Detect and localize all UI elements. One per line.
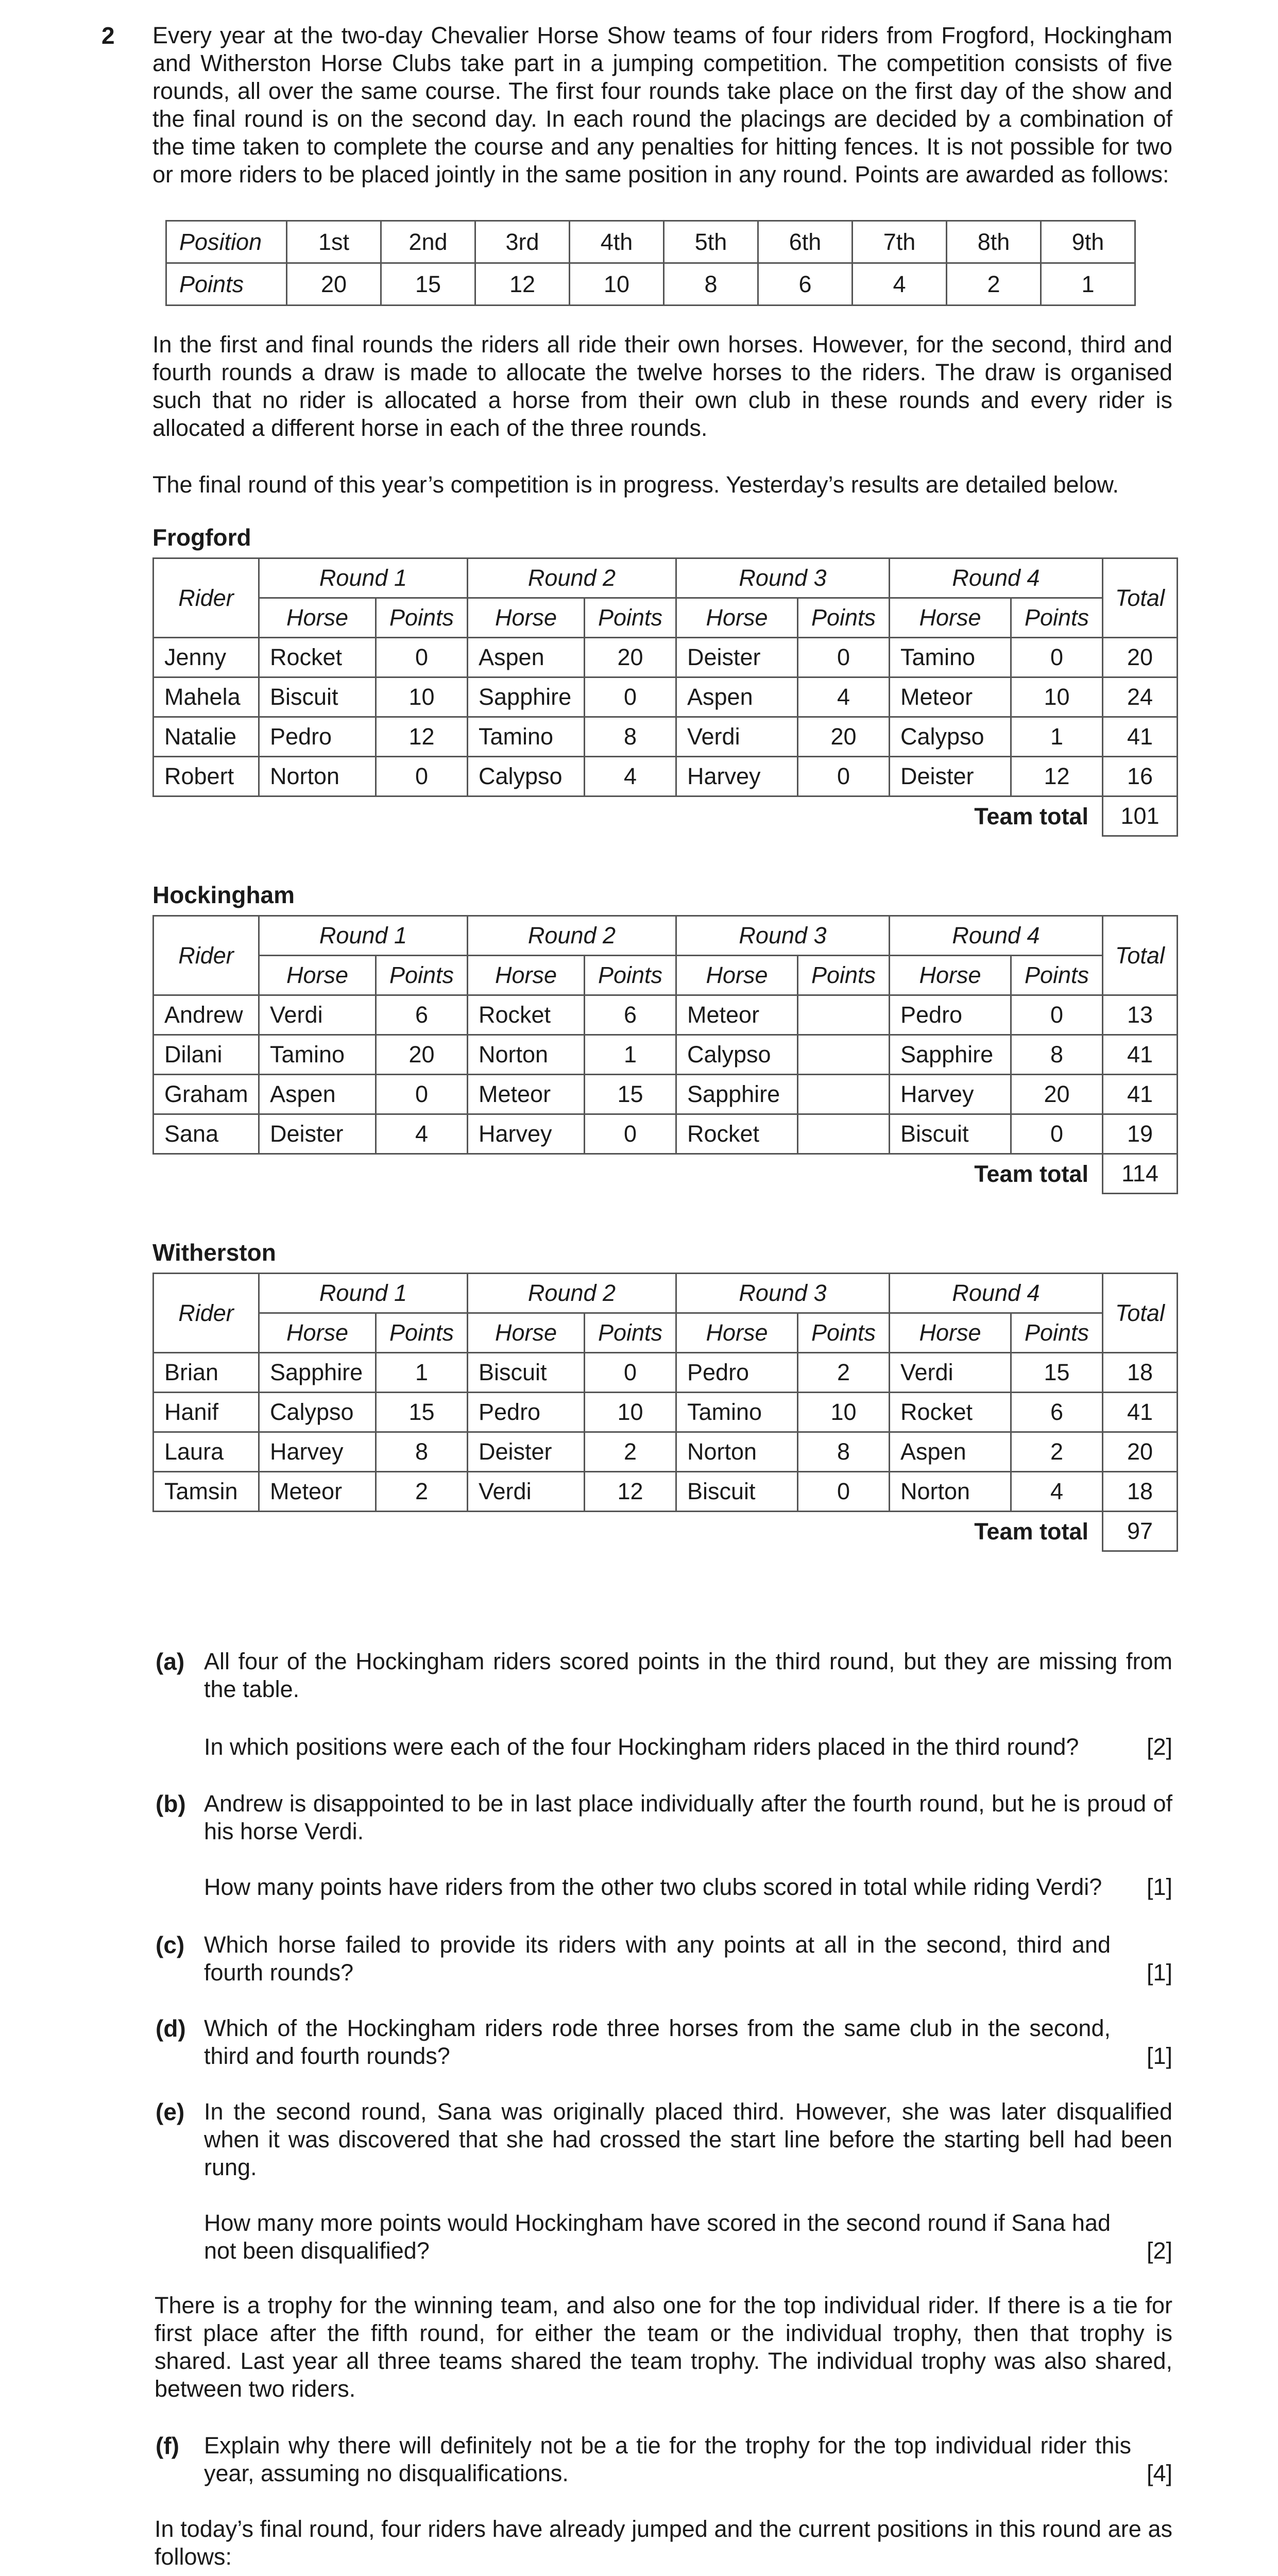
points-cell: 0 (585, 677, 676, 717)
table-row (154, 995, 1178, 1035)
horse-cell: Harvey (676, 757, 798, 796)
horse-cell: Rocket (676, 1114, 798, 1154)
team-total-row (154, 1512, 1178, 1551)
mark-d: [1] (1146, 2043, 1172, 2069)
points-cell: 20 (585, 638, 676, 677)
horse-header: Horse (890, 1313, 1011, 1353)
rider-name: Brian (154, 1353, 259, 1393)
points-cell: 1 (1041, 263, 1135, 306)
round-header-4: Round 4 (890, 558, 1103, 598)
question-b-question: How many points have riders from the other two clubs scored in total while riding Verdi? (204, 1874, 1102, 1900)
horse-cell: Meteor (468, 1075, 585, 1114)
position-cell: 4th (570, 221, 664, 263)
round-header-2: Round 2 (468, 916, 676, 956)
table-row (154, 638, 1178, 677)
rider-name: Graham (154, 1075, 259, 1114)
horse-cell: Deister (676, 638, 798, 677)
round-header-1: Round 1 (259, 558, 468, 598)
points-cell: 15 (1011, 1353, 1103, 1393)
rider-name: Mahela (154, 677, 259, 717)
rider-total: 20 (1103, 1432, 1178, 1472)
question-label-c: (c) (156, 1931, 185, 1958)
question-label-e: (e) (156, 2098, 185, 2125)
round-header-3: Round 3 (676, 558, 890, 598)
points-cell: 2 (1011, 1432, 1103, 1472)
points-cell: 12 (475, 263, 570, 306)
rider-total: 16 (1103, 757, 1178, 796)
rider-name: Laura (154, 1432, 259, 1472)
mark-b: [1] (1146, 1874, 1172, 1900)
subheader-row (154, 956, 1178, 995)
team-total-row (154, 796, 1178, 836)
points-cell (798, 1075, 890, 1114)
points-cell: 1 (376, 1353, 468, 1393)
points-cell: 10 (376, 677, 468, 717)
horse-cell: Meteor (676, 995, 798, 1035)
question-label-d: (d) (156, 2015, 186, 2042)
horse-cell: Pedro (676, 1353, 798, 1393)
horse-cell: Aspen (259, 1075, 376, 1114)
horse-cell: Harvey (259, 1432, 376, 1472)
round-header-3: Round 3 (676, 1274, 890, 1313)
points-cell: 6 (376, 995, 468, 1035)
points-cell: 4 (585, 757, 676, 796)
points-cell: 0 (798, 638, 890, 677)
horse-cell: Rocket (259, 638, 376, 677)
horse-cell: Biscuit (676, 1472, 798, 1512)
points-cell: 12 (376, 717, 468, 757)
horse-header: Horse (468, 956, 585, 995)
question-d-text: Which of the Hockingham riders rode three horses from the same club in the second, third and fourth rounds? (204, 2015, 1111, 2069)
rider-header: Rider (154, 916, 259, 995)
round-header-4: Round 4 (890, 916, 1103, 956)
horse-cell: Verdi (890, 1353, 1011, 1393)
horse-cell: Deister (468, 1432, 585, 1472)
rider-name: Jenny (154, 638, 259, 677)
points-cell: 2 (585, 1432, 676, 1472)
table-row (154, 1472, 1178, 1512)
rider-header: Rider (154, 558, 259, 638)
position-cell: 6th (758, 221, 853, 263)
points-header: Points (376, 1313, 468, 1353)
points-cell: 10 (1011, 677, 1103, 717)
table-row (154, 677, 1178, 717)
club-title: Frogford (152, 524, 251, 551)
question-e-text: In the second round, Sana was originally placed third. However, she was later disqualified when it was discovered that she had crossed the start line before the starting bell had been rung. (204, 2098, 1172, 2180)
team-total-row (154, 1154, 1178, 1194)
header-row (154, 558, 1178, 598)
horse-cell: Tamino (468, 717, 585, 757)
team-total-value: 97 (1103, 1512, 1178, 1551)
points-cell: 4 (853, 263, 947, 306)
position-cell: 1st (287, 221, 381, 263)
horse-header: Horse (468, 598, 585, 638)
total-header: Total (1103, 1274, 1178, 1353)
mark-f: [4] (1146, 2460, 1172, 2486)
question-f-text: Explain why there will definitely not be a tie for the trophy for the top individual rider this year, assuming no disqualifications. (204, 2432, 1131, 2486)
points-cell: 0 (798, 757, 890, 796)
horse-cell: Biscuit (890, 1114, 1011, 1154)
points-header: Points (585, 598, 676, 638)
horse-cell: Deister (890, 757, 1011, 796)
rider-name: Tamsin (154, 1472, 259, 1512)
horse-cell: Calypso (468, 757, 585, 796)
points-cell: 0 (585, 1114, 676, 1154)
rider-total: 18 (1103, 1353, 1178, 1393)
question-number: 2 (101, 22, 115, 49)
horse-cell: Norton (676, 1432, 798, 1472)
points-cell: 10 (585, 1393, 676, 1432)
total-header: Total (1103, 916, 1178, 995)
points-cell: 2 (798, 1353, 890, 1393)
question-e-prompt: How many more points would Hockingham have scored in the second round if Sana had not been disqualified? (204, 2210, 1111, 2264)
points-cell: 8 (664, 263, 758, 306)
horse-header: Horse (890, 598, 1011, 638)
horse-cell: Aspen (468, 638, 585, 677)
club-results-table (152, 915, 1178, 1194)
points-cell: 20 (376, 1035, 468, 1075)
points-cell: 20 (287, 263, 381, 306)
horse-header: Horse (676, 598, 798, 638)
points-cell (798, 1114, 890, 1154)
round-header-2: Round 2 (468, 558, 676, 598)
horse-cell: Harvey (468, 1114, 585, 1154)
horse-cell: Calypso (676, 1035, 798, 1075)
position-cell: 8th (947, 221, 1041, 263)
points-header: Points (1011, 598, 1103, 638)
points-cell: 4 (798, 677, 890, 717)
horse-cell: Tamino (259, 1035, 376, 1075)
round-header-1: Round 1 (259, 916, 468, 956)
team-total-label: Team total (974, 1518, 1088, 1545)
horse-cell: Aspen (890, 1432, 1011, 1472)
progress-paragraph: The final round of this year’s competition is in progress. Yesterday’s results are detailed below. (152, 471, 1119, 498)
position-cell: 5th (664, 221, 758, 263)
points-cell: 8 (1011, 1035, 1103, 1075)
round-header-3: Round 3 (676, 916, 890, 956)
points-header: Points (798, 598, 890, 638)
points-header: Points (585, 956, 676, 995)
club-title: Witherston (152, 1239, 276, 1266)
points-header: Points (585, 1313, 676, 1353)
rider-total: 18 (1103, 1472, 1178, 1512)
points-cell: 12 (1011, 757, 1103, 796)
club-results-table (152, 1273, 1178, 1552)
points-cell: 15 (381, 263, 475, 306)
horse-cell: Rocket (468, 995, 585, 1035)
horse-cell: Norton (890, 1472, 1011, 1512)
question-b-prompt (204, 1873, 1172, 1901)
horse-cell: Calypso (259, 1393, 376, 1432)
points-cell (798, 1035, 890, 1075)
points-cell: 0 (376, 757, 468, 796)
points-cell: 4 (1011, 1472, 1103, 1512)
horse-header: Horse (259, 1313, 376, 1353)
mark-e: [2] (1146, 2238, 1172, 2264)
points-table (165, 220, 1136, 306)
horse-cell: Tamino (676, 1393, 798, 1432)
trophy-paragraph: There is a trophy for the winning team, and also one for the top individual rider. If there is a tie for first place after the fifth round, for either the team or the individual trophy, then that trophy is shared. Last year all three teams shared the team trophy. The individual trophy was also shared, between two riders. (155, 2292, 1172, 2402)
points-cell: 0 (585, 1353, 676, 1393)
horse-cell: Sapphire (890, 1035, 1011, 1075)
position-cell: 3rd (475, 221, 570, 263)
subheader-row (154, 598, 1178, 638)
mark-a: [2] (1146, 1734, 1172, 1760)
rider-name: Dilani (154, 1035, 259, 1075)
position-label: Position (166, 221, 287, 263)
points-cell: 1 (585, 1035, 676, 1075)
question-a-question: In which positions were each of the four Hockingham riders placed in the third round? (204, 1734, 1079, 1760)
points-cell: 0 (1011, 1114, 1103, 1154)
points-cell: 6 (758, 263, 853, 306)
horse-cell: Verdi (468, 1472, 585, 1512)
team-total-value: 101 (1103, 796, 1178, 836)
horse-cell: Biscuit (259, 677, 376, 717)
points-cell: 15 (376, 1393, 468, 1432)
table-row (154, 1075, 1178, 1114)
team-total-label: Team total (974, 803, 1088, 829)
club-title: Hockingham (152, 882, 295, 908)
points-cell: 8 (585, 717, 676, 757)
question-a-prompt (204, 1733, 1172, 1761)
horse-cell: Tamino (890, 638, 1011, 677)
points-cell: 1 (1011, 717, 1103, 757)
rider-name: Sana (154, 1114, 259, 1154)
points-cell: 8 (798, 1432, 890, 1472)
rider-total: 41 (1103, 1393, 1178, 1432)
points-cell: 2 (376, 1472, 468, 1512)
points-cell: 0 (1011, 638, 1103, 677)
points-cell (798, 995, 890, 1035)
horse-cell: Sapphire (259, 1353, 376, 1393)
points-cell: 12 (585, 1472, 676, 1512)
horse-cell: Pedro (468, 1393, 585, 1432)
horse-cell: Norton (468, 1035, 585, 1075)
points-cell: 0 (376, 638, 468, 677)
table-row (154, 1353, 1178, 1393)
rider-total: 13 (1103, 995, 1178, 1035)
rider-total: 41 (1103, 1075, 1178, 1114)
table-row (154, 1035, 1178, 1075)
question-c-text: Which horse failed to provide its riders with any points at all in the second, third and fourth rounds? (204, 1931, 1111, 1986)
table-row (154, 717, 1178, 757)
horse-header: Horse (468, 1313, 585, 1353)
rider-name: Andrew (154, 995, 259, 1035)
rider-name: Robert (154, 757, 259, 796)
table-row (154, 1432, 1178, 1472)
points-cell: 20 (798, 717, 890, 757)
position-row (166, 221, 1135, 263)
draw-paragraph: In the first and final rounds the riders all ride their own horses. However, for the second, third and fourth rounds a draw is made to allocate the twelve horses to the riders. The draw is organised such that no rider is allocated a horse from their own club in these rounds and every rider is allocated a different horse in each of the three rounds. (152, 331, 1172, 441)
horse-cell: Meteor (890, 677, 1011, 717)
points-header: Points (798, 1313, 890, 1353)
horse-header: Horse (676, 956, 798, 995)
rider-name: Hanif (154, 1393, 259, 1432)
points-header: Points (376, 598, 468, 638)
points-cell: 6 (1011, 1393, 1103, 1432)
horse-cell: Calypso (890, 717, 1011, 757)
points-cell: 0 (376, 1075, 468, 1114)
points-cell: 2 (947, 263, 1041, 306)
points-cell: 8 (376, 1432, 468, 1472)
round-header-2: Round 2 (468, 1274, 676, 1313)
horse-header: Horse (259, 598, 376, 638)
points-header: Points (1011, 1313, 1103, 1353)
team-total-value: 114 (1103, 1154, 1178, 1194)
question-label-a: (a) (156, 1648, 185, 1675)
rider-total: 20 (1103, 638, 1178, 677)
rider-header: Rider (154, 1274, 259, 1353)
rider-total: 19 (1103, 1114, 1178, 1154)
round-header-1: Round 1 (259, 1274, 468, 1313)
horse-cell: Pedro (259, 717, 376, 757)
subheader-row (154, 1313, 1178, 1353)
position-cell: 7th (853, 221, 947, 263)
horse-header: Horse (676, 1313, 798, 1353)
table-row (154, 1114, 1178, 1154)
final-round-paragraph: In today’s final round, four riders have already jumped and the current positions in this round are as follows: (155, 2516, 1172, 2570)
horse-cell: Pedro (890, 995, 1011, 1035)
rider-total: 24 (1103, 677, 1178, 717)
points-cell: 15 (585, 1075, 676, 1114)
points-cell: 0 (1011, 995, 1103, 1035)
team-total-label: Team total (974, 1160, 1088, 1187)
rider-total: 41 (1103, 717, 1178, 757)
mark-c: [1] (1146, 1959, 1172, 1986)
club-results-table (152, 557, 1178, 837)
horse-header: Horse (890, 956, 1011, 995)
points-header: Points (1011, 956, 1103, 995)
question-b-text: Andrew is disappointed to be in last place individually after the fourth round, but he is proud of his horse Verdi. (204, 1790, 1172, 1844)
position-cell: 2nd (381, 221, 475, 263)
question-label-f: (f) (156, 2432, 179, 2459)
horse-cell: Meteor (259, 1472, 376, 1512)
table-row (154, 1393, 1178, 1432)
horse-cell: Biscuit (468, 1353, 585, 1393)
round-header-4: Round 4 (890, 1274, 1103, 1313)
rider-name: Natalie (154, 717, 259, 757)
points-cell: 4 (376, 1114, 468, 1154)
points-label: Points (166, 263, 287, 306)
header-row (154, 1274, 1178, 1313)
horse-cell: Aspen (676, 677, 798, 717)
horse-cell: Rocket (890, 1393, 1011, 1432)
horse-header: Horse (259, 956, 376, 995)
horse-cell: Harvey (890, 1075, 1011, 1114)
question-label-b: (b) (156, 1790, 186, 1817)
table-row (154, 757, 1178, 796)
horse-cell: Norton (259, 757, 376, 796)
horse-cell: Verdi (676, 717, 798, 757)
horse-cell: Deister (259, 1114, 376, 1154)
header-row (154, 916, 1178, 956)
total-header: Total (1103, 558, 1178, 638)
points-header: Points (798, 956, 890, 995)
points-cell: 10 (570, 263, 664, 306)
points-cell: 0 (798, 1472, 890, 1512)
horse-cell: Sapphire (468, 677, 585, 717)
points-header: Points (376, 956, 468, 995)
horse-cell: Sapphire (676, 1075, 798, 1114)
points-cell: 10 (798, 1393, 890, 1432)
points-cell: 20 (1011, 1075, 1103, 1114)
points-cell: 6 (585, 995, 676, 1035)
points-row (166, 263, 1135, 306)
question-a-text: All four of the Hockingham riders scored points in the third round, but they are missing from the table. (204, 1648, 1172, 1702)
intro-paragraph: Every year at the two-day Chevalier Horse Show teams of four riders from Frogford, Hockingham and Witherston Horse Clubs take part in a jumping competition. The competition consists of five rounds, all over the same course. The first four rounds take place on the first day of the show and the final round is on the second day. In each round the placings are decided by a combination of the time taken to complete the course and any penalties for hitting fences. It is not possible for two or more riders to be placed jointly in the same position in any round. Points are awarded as follows: (152, 22, 1172, 188)
rider-total: 41 (1103, 1035, 1178, 1075)
position-cell: 9th (1041, 221, 1135, 263)
horse-cell: Verdi (259, 995, 376, 1035)
